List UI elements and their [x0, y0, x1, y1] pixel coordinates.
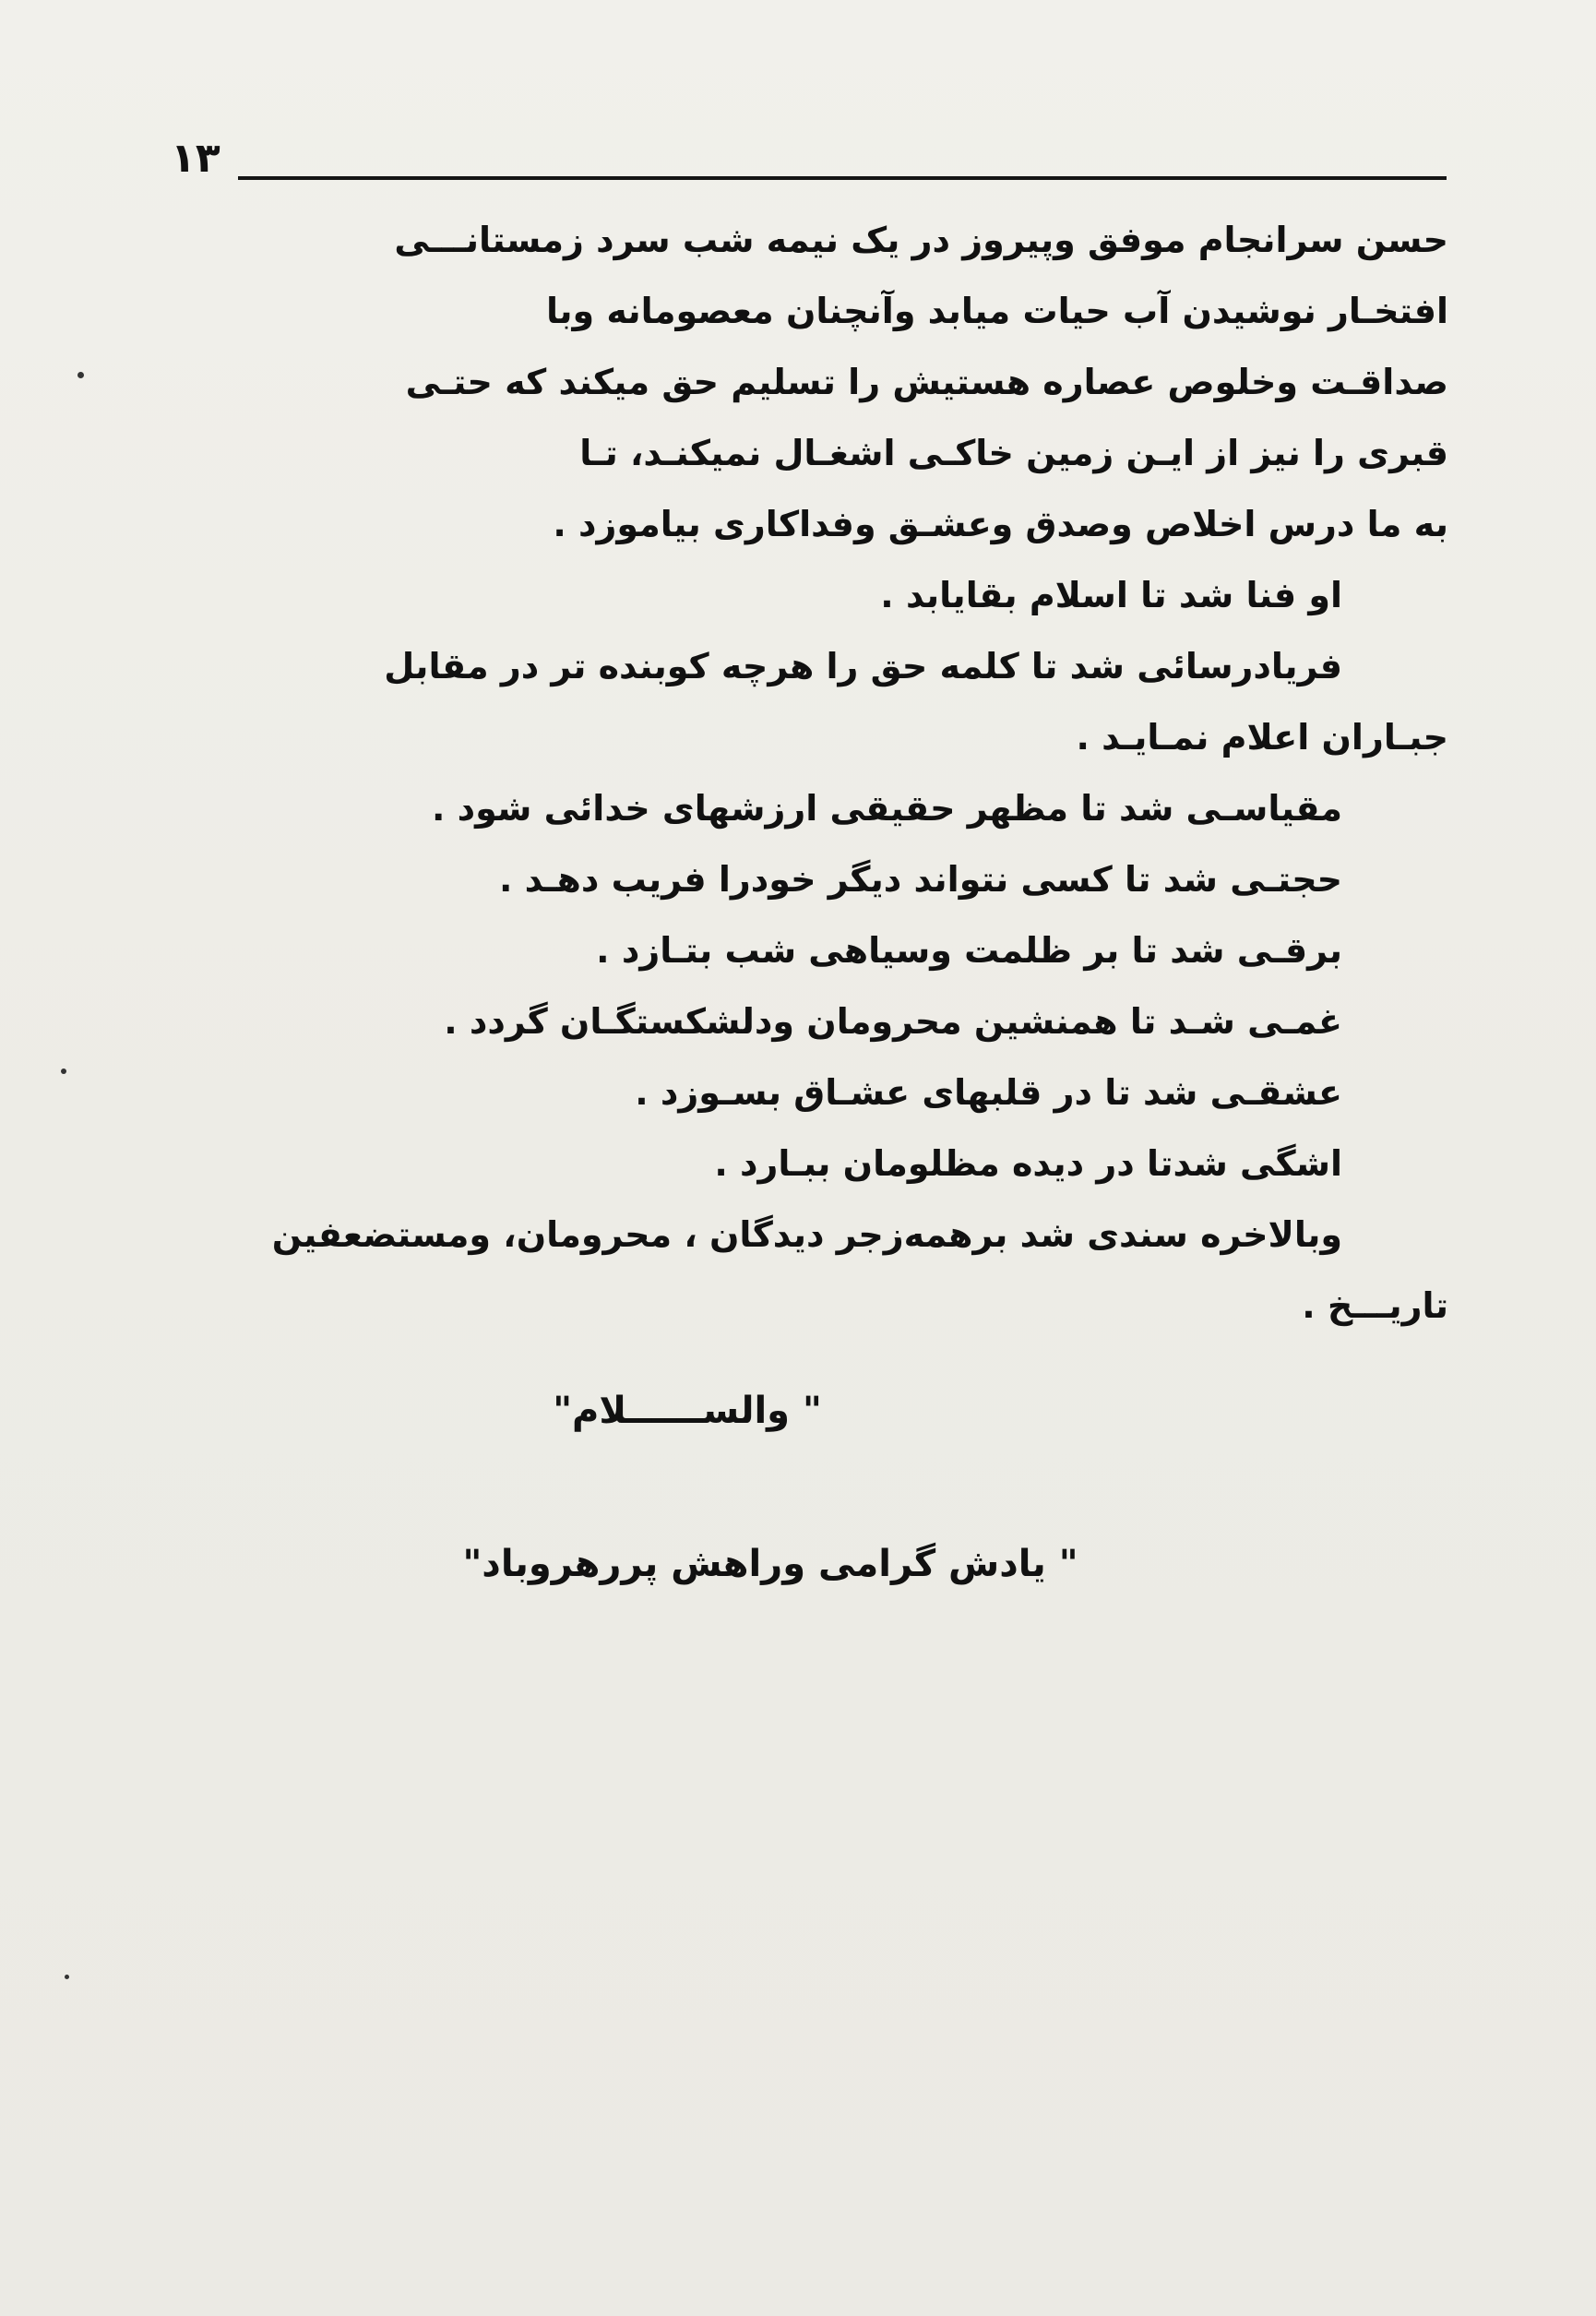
text-line: اشگی شدتا در دیده مظلومان ببـارد . — [714, 1143, 1342, 1184]
text-line: او فنا شد تا اسلام بقایابد . — [880, 575, 1342, 615]
ink-speck — [61, 1068, 66, 1074]
text-line: افتخـار نوشیدن آب حیات میابد وآنچنان معصومانه وبا — [545, 291, 1448, 331]
page-number: ۱۳ — [171, 135, 220, 182]
text-line: فریادرسائی شد تا کلمه حق را هرچه کوبنده تر در مقابل — [384, 646, 1342, 686]
text-line: برقـی شد تا بر ظلمت وسیاهی شب بتـازد . — [596, 930, 1342, 971]
text-line: جبـاران اعلام نمـایـد . — [1076, 717, 1448, 758]
text-line: وبالاخره سندی شد برهمه‌زجر دیدگان ، محرومان، ومستضعفین — [271, 1214, 1342, 1255]
header-rule — [238, 176, 1447, 180]
body-text — [111, 205, 1448, 1342]
text-line: قبری را نیز از ایـن زمین خاکـی اشغـال نمیکنـد، تـا — [579, 433, 1448, 473]
text-line: تاریـــخ . — [1302, 1285, 1448, 1326]
text-line: صداقـت وخلوص عصاره هستیش را تسلیم حق میکند که حتـی — [405, 362, 1448, 402]
text-line: مقیاسـی شد تا مظهر حقیقی ارزشهای خدائی شود . — [432, 788, 1342, 829]
text-line: حسن سرانجام موفق وپیروز در یک نیمه شب سرد زمستانـــی — [394, 220, 1448, 260]
text-line: حجتـی شد تا کسی نتواند دیگر خودرا فریب دهـد . — [498, 859, 1342, 900]
text-line: عشقـی شد تا در قلبهای عشـاق بسـوزد . — [635, 1072, 1342, 1113]
text-line: غمـی شـد تا همنشین محرومان ودلشکستگـان گردد . — [444, 1001, 1342, 1042]
text-line: به ما درس اخلاص وصدق وعشـق وفداکاری بیاموزد . — [553, 504, 1448, 544]
ink-speck — [77, 372, 84, 378]
closing-salutation: " والســــــلام" — [553, 1390, 822, 1432]
ink-speck — [65, 1975, 69, 1979]
closing-motto: " یادش گرامی وراهش پررهروباد" — [462, 1543, 1078, 1585]
